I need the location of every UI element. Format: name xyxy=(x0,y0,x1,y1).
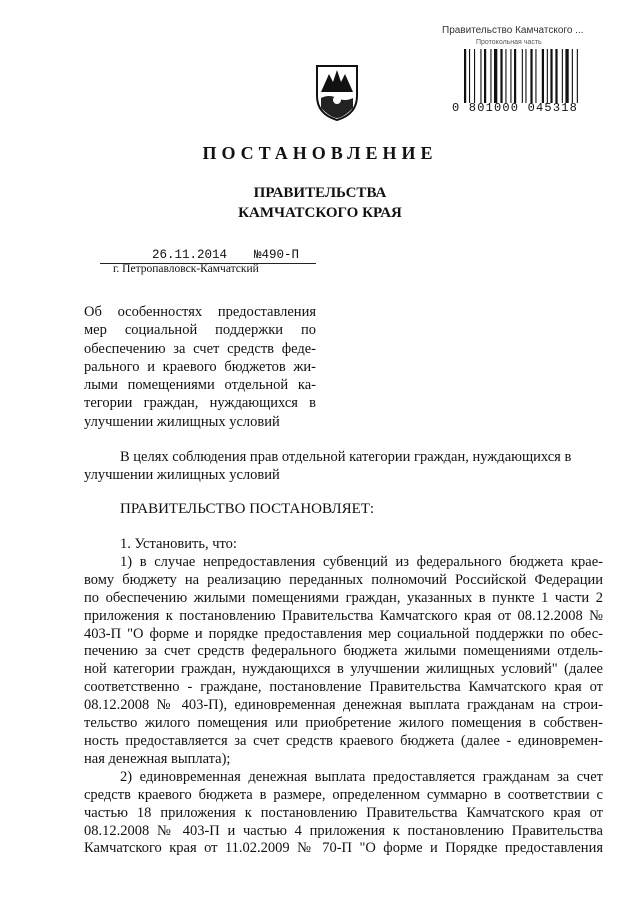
document-number: №490-П xyxy=(254,248,300,262)
barcode-bar xyxy=(572,49,573,103)
body-line: вому бюджету на реализацию переданных полномочий Российской Федерации xyxy=(84,571,603,588)
subject-line: Об особенностях предоставления xyxy=(84,304,316,320)
barcode xyxy=(464,49,594,103)
subject-line: лыми помещениями отдельной ка- xyxy=(84,377,316,394)
stamp-sub: Протокольная часть xyxy=(476,39,542,46)
barcode-bar xyxy=(562,49,563,103)
barcode-bar xyxy=(474,49,475,103)
document-date: 26.11.2014 xyxy=(152,248,228,262)
org-line: КАМЧАТСКОГО КРАЯ xyxy=(238,205,402,221)
body-line: приложения к постановлению Правительства Камчатского края от 08.12.2008 № xyxy=(84,607,603,624)
place-of-issue: г. Петропавловск-Камчатский xyxy=(113,263,259,275)
document-subject xyxy=(84,303,316,431)
barcode-bar xyxy=(505,49,506,103)
barcode-bar xyxy=(530,49,532,103)
decree-heading: ПРАВИТЕЛЬСТВО ПОСТАНОВЛЯЕТ: xyxy=(120,501,375,517)
barcode-bar xyxy=(510,49,511,103)
barcode-bar xyxy=(469,49,470,103)
body-line: ность предоставляется за счет средств краевого бюджета (далее - единовремен- xyxy=(84,732,603,749)
barcode-bar xyxy=(550,49,552,103)
body-line: 1) в случае непредоставления субвенций из федерального бюджета крае- xyxy=(120,553,603,570)
barcode-bar xyxy=(484,49,486,103)
body-line: Камчатского края от 11.02.2009 № 70-П "О форме и Порядке предоставления xyxy=(84,840,603,857)
body-line: ная денежная выплата); xyxy=(84,750,231,767)
preamble-line: улучшении жилищных условий xyxy=(84,467,280,483)
body-line: тельство жилого помещения или приобретение жилого помещения в собствен- xyxy=(84,715,603,732)
barcode-bar xyxy=(525,49,526,103)
org-line: ПРАВИТЕЛЬСТВА xyxy=(253,185,387,201)
barcode-bar xyxy=(494,49,497,103)
coat-of-arms-icon xyxy=(313,62,361,122)
barcode-bar xyxy=(500,49,502,103)
barcode-bar xyxy=(514,49,516,103)
subject-line: мер социальной поддержки по xyxy=(84,322,316,339)
body-line: частью 18 приложения к постановлению Правительства Камчатского края от xyxy=(84,804,603,821)
subject-line: тегории граждан, нуждающихся в xyxy=(84,395,316,412)
body-line: средств краевого бюджета в размере, определенном суммарно в соответствии с xyxy=(84,786,603,803)
barcode-bar xyxy=(555,49,557,103)
barcode-bar xyxy=(522,49,523,103)
barcode-bar xyxy=(535,49,536,103)
body-line: 08.12.2008 № 403-П), единовременная денежная выплата гражданам на строи- xyxy=(84,697,603,714)
barcode-bar xyxy=(464,49,466,103)
body-line: печению за счет средств федерального бюджета жилыми помещениями отдель- xyxy=(84,643,603,660)
barcode-bar xyxy=(577,49,578,103)
preamble xyxy=(84,448,604,484)
registration-stamp xyxy=(432,22,602,115)
date-and-number xyxy=(152,248,299,262)
barcode-bar xyxy=(542,49,544,103)
barcode-bar xyxy=(480,49,481,103)
document-body xyxy=(84,536,603,858)
document-type: ПОСТАНОВЛЕНИЕ xyxy=(202,143,438,163)
subject-line: обеспечению за счет средств феде- xyxy=(84,340,316,357)
subject-line: улучшении жилищных условий xyxy=(84,413,280,430)
subject-line: рального и краевого бюджетов жи- xyxy=(84,358,316,375)
body-line: по обеспечению жилыми помещениями граждан, указанных в пункте 1 части 2 xyxy=(84,589,603,606)
barcode-bar xyxy=(490,49,491,103)
body-line: ной категории граждан, нуждающихся в улучшении жилищных условий" (далее xyxy=(84,661,603,678)
body-line: 2) единовременная денежная выплата предоставляется гражданам за счет xyxy=(120,768,603,785)
stamp-org: Правительство Камчатского ... xyxy=(442,25,584,36)
body-line: 1. Установить, что: xyxy=(120,536,237,552)
issuing-authority xyxy=(0,183,640,223)
barcode-bar xyxy=(565,49,568,103)
barcode-number: 0 801000 045318 xyxy=(452,101,579,115)
body-line: 08.12.2008 № 403-П и частью 4 приложения к постановлению Правительства xyxy=(84,822,603,839)
barcode-bar xyxy=(547,49,548,103)
preamble-line: В целях соблюдения прав отдельной категории граждан, нуждающихся в xyxy=(120,449,572,465)
body-line: 403-П "О форме и порядке предоставления мер социальной поддержки по обес- xyxy=(84,625,603,642)
body-line: соответственно - граждане, постановление Правительства Камчатского края от xyxy=(84,679,603,696)
